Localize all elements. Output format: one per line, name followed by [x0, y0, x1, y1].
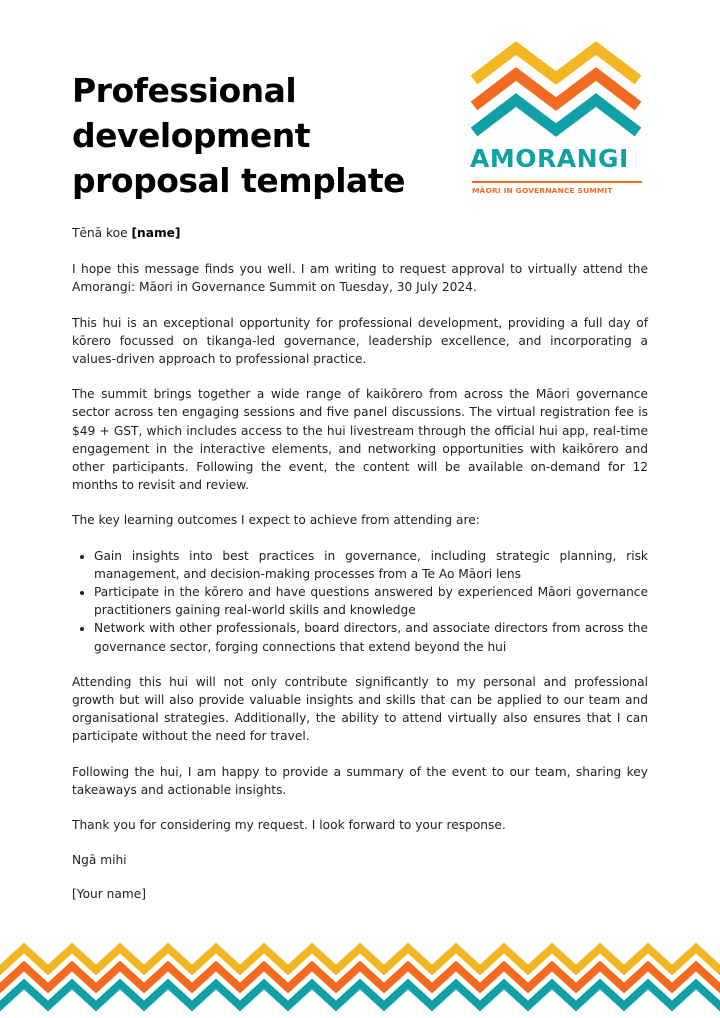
list-item: • Gain insights into best practices in governance, including strategic planning, risk management, and decision-making processes from a Te Ao Māori lens [94, 547, 648, 583]
letter-body [72, 224, 648, 921]
logo-divider [472, 181, 642, 183]
paragraph-follow-up: Following the hui, I am happy to provide a summary of the event to our team, sharing key takeaways and actionable insights. [72, 764, 648, 797]
signoff: Ngā mihi [72, 853, 127, 868]
paragraph-opportunity: This hui is an exceptional opportunity for professional development, providing a full day of kōrero focussed on tikanga-led governance, leadership excellence, and incorporating a values-driven approach to professional practice. [72, 315, 648, 367]
title-line-1: Professional [72, 71, 297, 110]
greeting [72, 224, 648, 242]
list-item: • Network with other professionals, board directors, and associate directors from across the governance sector, forging connections that extend beyond the hui [94, 619, 648, 655]
mountain-chevron-icon [466, 38, 646, 203]
paragraph-outcomes-intro: The key learning outcomes I expect to achieve from attending are: [72, 513, 480, 528]
title-line-2: development [72, 116, 311, 155]
paragraph-summit-details: The summit brings together a wide range of kaikōrero from across the Māori governance sector across ten engaging sessions and five panel discussions. The virtual registration fee is $49 + GST, which includes access to the hui livestream through the official hui app, real-time engagement in the interactive elements, and networking opportunities with kaikōrero and other participants. Following the event, the content will be available on-demand for 12 months to revisit and review. [72, 387, 648, 493]
signature-placeholder: [Your name] [72, 887, 146, 902]
title-line-3: proposal template [72, 161, 405, 200]
recipient-placeholder: [name] [131, 226, 181, 240]
outcomes-list [72, 547, 648, 656]
list-item: • Participate in the kōrero and have questions answered by experienced Māori governance practitioners gaining real-world skills and knowledge [94, 583, 648, 619]
paragraph-thanks: Thank you for considering my request. I look forward to your response. [72, 818, 506, 833]
logo-subtitle: MĀORI IN GOVERNANCE SUMMIT [472, 186, 613, 195]
logo-name: AMORANGI [470, 144, 629, 173]
zigzag-border [0, 940, 720, 1018]
greeting-prefix: Tēnā koe [72, 226, 128, 240]
paragraph-intro: I hope this message finds you well. I am writing to request approval to virtually attend the Amorangi: Māori in Governance Summit on Tuesday, 30 July 2024. [72, 262, 648, 295]
paragraph-benefits: Attending this hui will not only contribute significantly to my personal and professional growth but will also provide valuable insights and skills that can be applied to our team and organisational strategies. Additionally, the ability to attend virtually also ensures that I can participate without the need for travel. [72, 674, 648, 744]
page-title [72, 68, 452, 203]
